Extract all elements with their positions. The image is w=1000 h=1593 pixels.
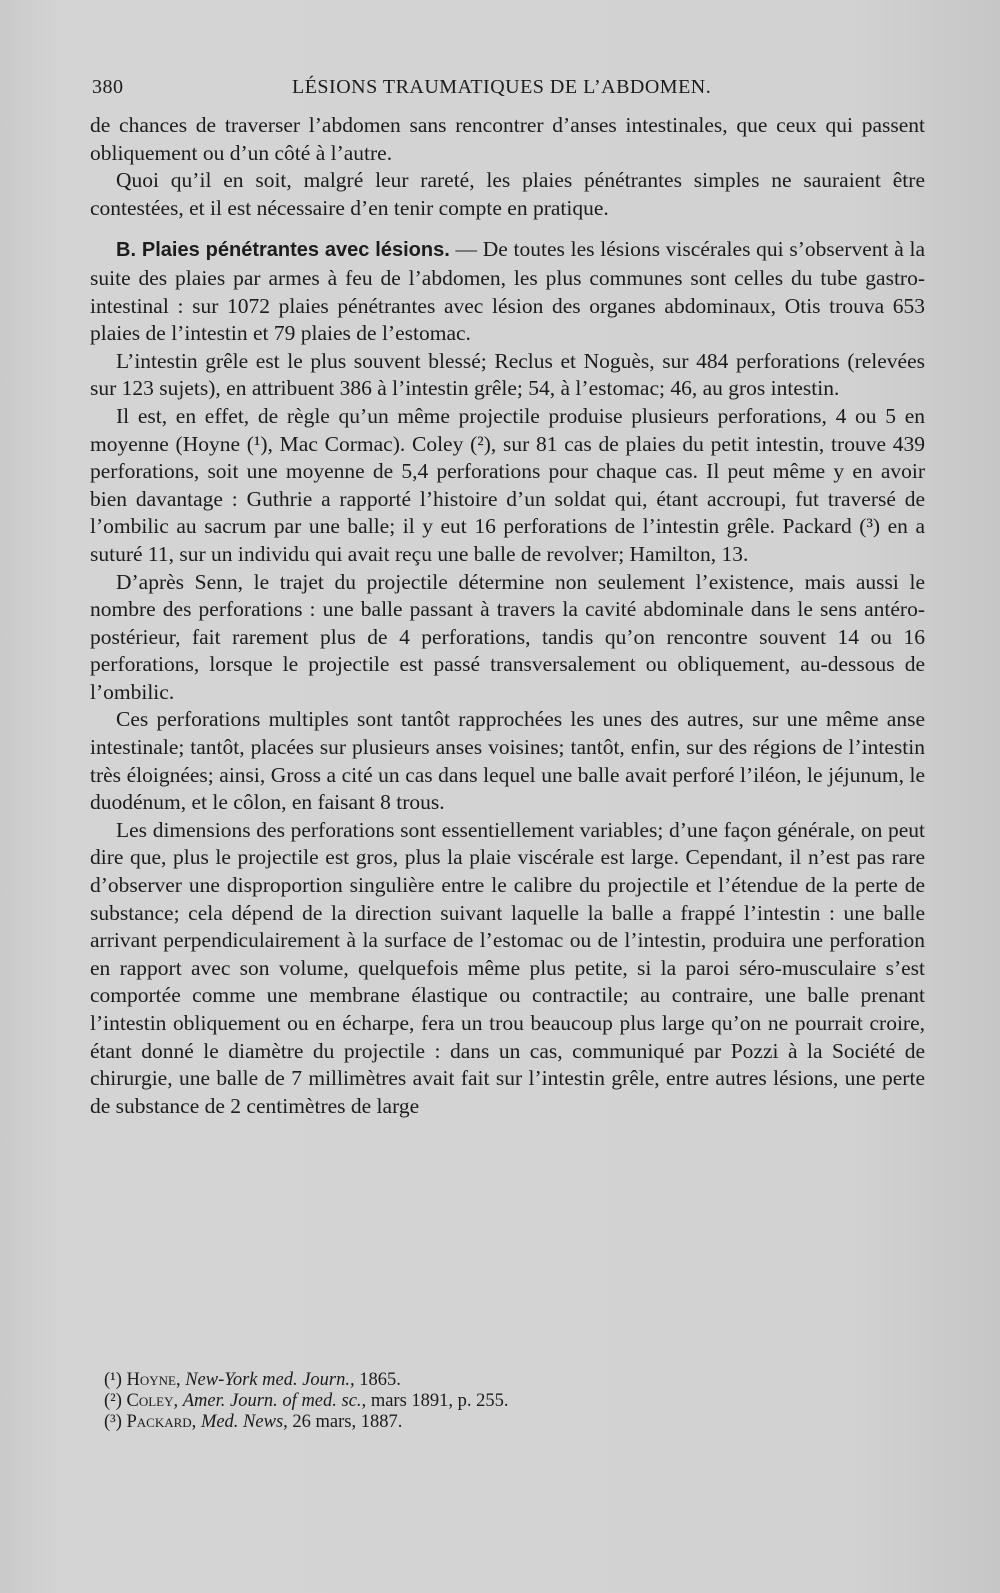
footnote-author: Coley, <box>126 1391 179 1411</box>
paragraph-continuation: de chances de traverser l’abdomen sans rencontrer d’anses intestinales, que ceux qui passent obliquement ou d’un côté à l’autre. <box>90 113 925 165</box>
section-b-text: — De toutes les lésions viscérales qui s’observent à la suite des plaies par armes à feu de l’abdomen, les plus communes sont celles du tube gastro-intestinal : sur 1072 plaies pénétrantes avec lésion des organes abdominaux, Otis trouva 653 plaies de l’intestin et 79 plaies de l’estomac. <box>90 237 925 346</box>
paragraph: L’intestin grêle est le plus souvent blessé; Reclus et Noguès, sur 484 perforations (relevées sur 123 sujets), en attribuent 386 à l’intestin grêle; 54, à l’estomac; 46, au gros intestin. <box>90 348 925 401</box>
footnote-details: 26 mars, 1887. <box>287 1412 403 1432</box>
footnote <box>104 1370 804 1391</box>
footnote-details: mars 1891, p. 255. <box>366 1391 509 1411</box>
footnote <box>104 1412 804 1433</box>
paragraph: Il est, en effet, de règle qu’un même projectile produise plusieurs perforations, 4 ou 5 en moyenne (Hoyne (¹), Mac Cormac). Coley (²), sur 81 cas de plaies du petit intestin, trouve 439 perforations, soit une moyenne de 5,4 perforations pour chaque cas. Il peut même y en avoir bien davantage : Guthrie a rapporté l’histoire d’un soldat qui, étant accroupi, fut traversé de l’ombilic au sacrum par une balle; il y eut 16 perforations de l’intestin grêle. Packard (³) en a suturé 11, sur un individu qui avait reçu une balle de revolver; Hamilton, 13. <box>90 403 925 566</box>
page-number: 380 <box>92 76 124 98</box>
footnotes <box>104 1370 804 1433</box>
section-heading: B. Plaies pénétrantes avec lésions. <box>116 239 450 262</box>
paragraph: D’après Senn, le trajet du projectile détermine non seulement l’existence, mais aussi le nombre des perforations : une balle passant à travers la cavité abdominale dans le sens antéro-postérieur, fait rarement plus de 4 perforations, tandis qu’on rencontre souvent 14 ou 16 perforations, lorsque le projectile est passé transversalement ou obliquement, au-dessous de l’ombilic. <box>90 569 925 704</box>
footnote-mark: (²) <box>104 1391 122 1411</box>
running-head <box>92 76 922 106</box>
footnote-mark: (³) <box>104 1412 122 1432</box>
paragraph: Les dimensions des perforations sont essentiellement variables; d’une façon générale, on peut dire que, plus le projectile est gros, plus la plaie viscérale est large. Cependant, il n’est pas rare d’observer une disproportion singulière entre le calibre du projectile et l’étendue de la perte de substance; cela dépend de la direction suivant laquelle la balle a frappé l’intestin : une balle arrivant perpendiculairement à la surface de l’estomac ou de l’intestin, produira une perforation en rapport avec son volume, quelquefois même plus petite, si la paroi séro-musculaire s’est comportée comme une membrane élastique ou contractile; au contraire, une balle prenant l’intestin obliquement ou en écharpe, fera un trou beaucoup plus large qu’on ne pourrait croire, étant donné le diamètre du projectile : dans un cas, communiqué par Pozzi à la Société de chirurgie, une balle de 7 millimètres avait fait sur l’intestin grêle, entre autres lésions, une perte de substance de 2 centimètres de large <box>90 817 925 1118</box>
section-b-paragraph <box>90 236 925 347</box>
footnote <box>104 1391 804 1412</box>
footnote-mark: (¹) <box>104 1370 122 1390</box>
running-title: LÉSIONS TRAUMATIQUES DE L’ABDOMEN. <box>292 76 712 98</box>
footnote-source: Amer. Journ. of med. sc., <box>182 1391 367 1411</box>
footnote-source: New-York med. Journ., <box>185 1370 355 1390</box>
footnote-source: Med. News, <box>200 1412 288 1432</box>
paragraph: Quoi qu’il en soit, malgré leur rareté, les plaies pénétrantes simples ne sauraient être contestées, et il est nécessaire d’en tenir compte en pratique. <box>90 168 925 220</box>
footnote-author: Packard, <box>126 1412 197 1432</box>
footnote-author: Hoyne, <box>126 1370 181 1390</box>
body-text <box>90 112 925 1120</box>
footnote-details: 1865. <box>354 1370 401 1390</box>
paragraph: Ces perforations multiples sont tantôt rapprochées les unes des autres, sur une même anse intestinale; tantôt, placées sur plusieurs anses voisines; tantôt, enfin, sur des régions de l’intestin très éloignées; ainsi, Gross a cité un cas dans lequel une balle avait perforé l’iléon, le jéjunum, le duodénum, et le côlon, en faisant 8 trous. <box>90 707 925 815</box>
